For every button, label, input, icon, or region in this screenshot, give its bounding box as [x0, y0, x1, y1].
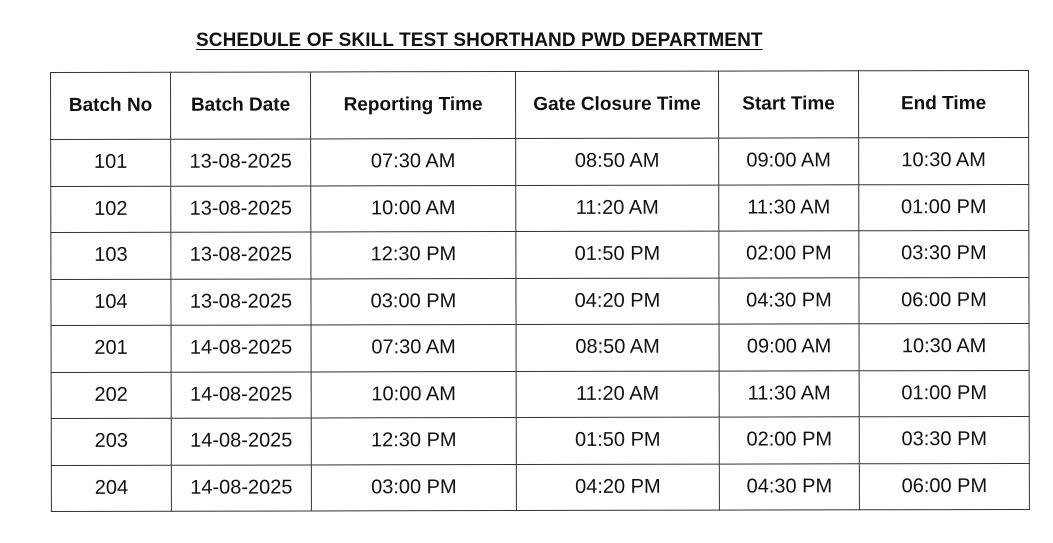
header-batch-no: Batch No	[51, 72, 171, 139]
cell-gate-closure-time: 04:20 PM	[516, 278, 719, 325]
cell-end-time: 10:30 AM	[859, 137, 1029, 184]
cell-batch-date: 14-08-2025	[171, 418, 311, 465]
cell-start-time: 02:00 PM	[719, 417, 859, 464]
cell-start-time: 02:00 PM	[719, 231, 859, 278]
cell-gate-closure-time: 11:20 AM	[516, 371, 719, 418]
cell-gate-closure-time: 08:50 AM	[516, 324, 719, 371]
cell-batch-date: 14-08-2025	[171, 325, 311, 372]
cell-gate-closure-time: 01:50 PM	[516, 231, 719, 278]
cell-batch-no: 202	[51, 372, 171, 419]
cell-reporting-time: 10:00 AM	[311, 371, 516, 418]
cell-reporting-time: 12:30 PM	[311, 232, 516, 279]
cell-reporting-time: 07:30 AM	[311, 325, 516, 372]
cell-reporting-time: 07:30 AM	[311, 139, 516, 186]
cell-batch-no: 203	[51, 418, 171, 465]
cell-end-time: 01:00 PM	[859, 184, 1029, 231]
cell-batch-no: 204	[51, 465, 171, 512]
cell-reporting-time: 10:00 AM	[311, 185, 516, 232]
table-row	[51, 416, 1029, 465]
header-batch-date: Batch Date	[171, 72, 311, 139]
table-header-row	[51, 70, 1029, 139]
cell-gate-closure-time: 08:50 AM	[516, 138, 719, 185]
cell-batch-no: 102	[51, 186, 171, 233]
cell-reporting-time: 03:00 PM	[311, 464, 516, 511]
cell-batch-date: 14-08-2025	[171, 464, 311, 511]
cell-reporting-time: 03:00 PM	[311, 278, 516, 325]
table-row	[51, 184, 1029, 233]
cell-gate-closure-time: 11:20 AM	[516, 185, 719, 232]
cell-end-time: 06:00 PM	[859, 277, 1029, 324]
cell-reporting-time: 12:30 PM	[311, 418, 516, 465]
cell-batch-date: 13-08-2025	[171, 278, 311, 325]
header-start-time: Start Time	[718, 71, 858, 138]
header-end-time: End Time	[858, 70, 1028, 137]
table-row	[51, 137, 1029, 186]
cell-start-time: 11:30 AM	[719, 184, 859, 231]
header-gate-closure-time: Gate Closure Time	[516, 71, 719, 138]
cell-batch-date: 13-08-2025	[171, 139, 311, 186]
table-row	[51, 323, 1029, 372]
document-title: SCHEDULE OF SKILL TEST SHORTHAND PWD DEPARTMENT	[196, 30, 763, 51]
cell-end-time: 10:30 AM	[859, 323, 1029, 370]
table-row	[51, 277, 1029, 326]
schedule-table	[50, 70, 1030, 512]
header-reporting-time: Reporting Time	[311, 72, 516, 139]
cell-end-time: 06:00 PM	[859, 463, 1029, 510]
table-row	[51, 370, 1029, 419]
table-row	[51, 230, 1029, 279]
cell-end-time: 03:30 PM	[859, 416, 1029, 463]
cell-start-time: 11:30 AM	[719, 370, 859, 417]
cell-batch-no: 103	[51, 232, 171, 279]
cell-batch-date: 13-08-2025	[171, 232, 311, 279]
cell-batch-date: 14-08-2025	[171, 371, 311, 418]
cell-batch-no: 201	[51, 325, 171, 372]
cell-gate-closure-time: 04:20 PM	[516, 464, 719, 511]
cell-end-time: 01:00 PM	[859, 370, 1029, 417]
cell-batch-date: 13-08-2025	[171, 185, 311, 232]
cell-end-time: 03:30 PM	[859, 230, 1029, 277]
cell-start-time: 04:30 PM	[719, 463, 859, 510]
cell-gate-closure-time: 01:50 PM	[516, 417, 719, 464]
cell-start-time: 04:30 PM	[719, 277, 859, 324]
cell-start-time: 09:00 AM	[719, 138, 859, 185]
cell-batch-no: 104	[51, 279, 171, 326]
cell-batch-no: 101	[51, 139, 171, 186]
cell-start-time: 09:00 AM	[719, 324, 859, 371]
table-row	[51, 463, 1029, 512]
